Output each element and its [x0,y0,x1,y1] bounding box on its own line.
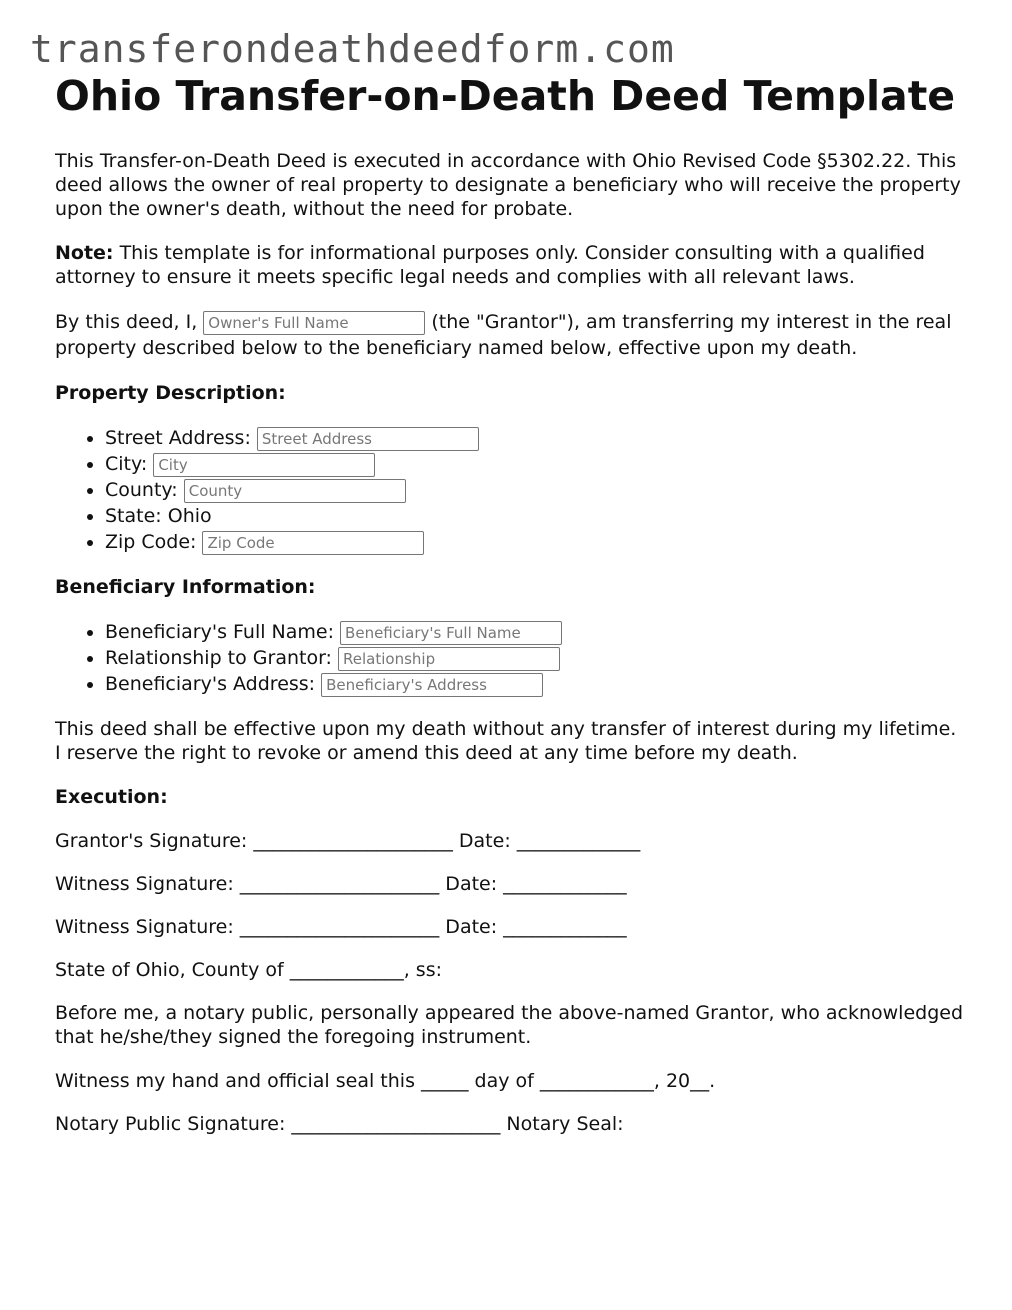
effective-paragraph: This deed shall be effective upon my death without any transfer of interest during my lifetime. I reserve the right to revoke or amend this deed at any time before my death. [55,718,957,765]
beneficiary-list [55,619,965,697]
beneficiary-name-label: Beneficiary's Full Name: [105,621,341,644]
county-input[interactable] [184,479,406,503]
intro-paragraph: This Transfer-on-Death Deed is executed in accordance with Ohio Revised Code §5302.22. This deed allows the owner of real property to designate a beneficiary who will receive the property upon the owner's death, without the need for probate. [55,150,961,221]
zip-code-input[interactable] [202,531,424,555]
beneficiary-address-label: Beneficiary's Address: [105,673,322,696]
street-label: Street Address: [105,427,257,450]
grantor-text-before: By this deed, I, [55,311,204,334]
site-watermark: transferondeathdeedform.com [30,27,675,71]
beneficiary-heading: Beneficiary Information: [55,576,316,599]
city-input[interactable] [153,453,375,477]
grantor-signature-line: Grantor's Signature: _____________________ Date: _____________ [55,830,641,853]
county-label: County: [105,479,184,502]
property-list [55,425,965,555]
beneficiary-address-input[interactable] [321,673,543,697]
relationship-input[interactable] [338,647,560,671]
list-item [105,477,965,503]
notary-acknowledgment: Before me, a notary public, personally appeared the above-named Grantor, who acknowledged that he/she/they signed the foregoing instrument. [55,1002,964,1049]
state-county-line: State of Ohio, County of ____________, ss: [55,959,443,982]
witness-signature-line-2: Witness Signature: _____________________ Date: _____________ [55,916,627,939]
relationship-label: Relationship to Grantor: [105,647,339,670]
street-address-input[interactable] [257,427,479,451]
list-item [105,529,965,555]
note-label: Note: [55,242,114,265]
list-item [105,619,965,645]
grantor-paragraph [55,309,965,361]
grantor-text-after: (the "Grantor"), am transferring my interest in the real property described below to the beneficiary named below, effective upon my death. [55,311,952,360]
page-title: Ohio Transfer-on-Death Deed Template [55,72,956,120]
property-heading: Property Description: [55,382,286,405]
state-text: State: Ohio [105,505,212,528]
city-label: City: [105,453,154,476]
note-text: This template is for informational purposes only. Consider consulting with a qualified attorney to ensure it meets specific legal needs and complies with all relevant laws. [55,242,925,289]
list-item [105,671,965,697]
witness-hand-line: Witness my hand and official seal this _____ day of ____________, 20__. [55,1070,716,1093]
list-item [105,503,965,529]
list-item [105,645,965,671]
list-item [105,451,965,477]
deed-document [55,74,965,1155]
execution-heading: Execution: [55,786,168,809]
beneficiary-name-input[interactable] [340,621,562,645]
zip-label: Zip Code: [105,531,203,554]
witness-signature-line-1: Witness Signature: _____________________ Date: _____________ [55,873,627,896]
notary-signature-line: Notary Public Signature: ______________________ Notary Seal: [55,1113,624,1136]
note-paragraph [55,241,965,289]
list-item [105,425,965,451]
owner-full-name-input[interactable] [203,311,425,335]
